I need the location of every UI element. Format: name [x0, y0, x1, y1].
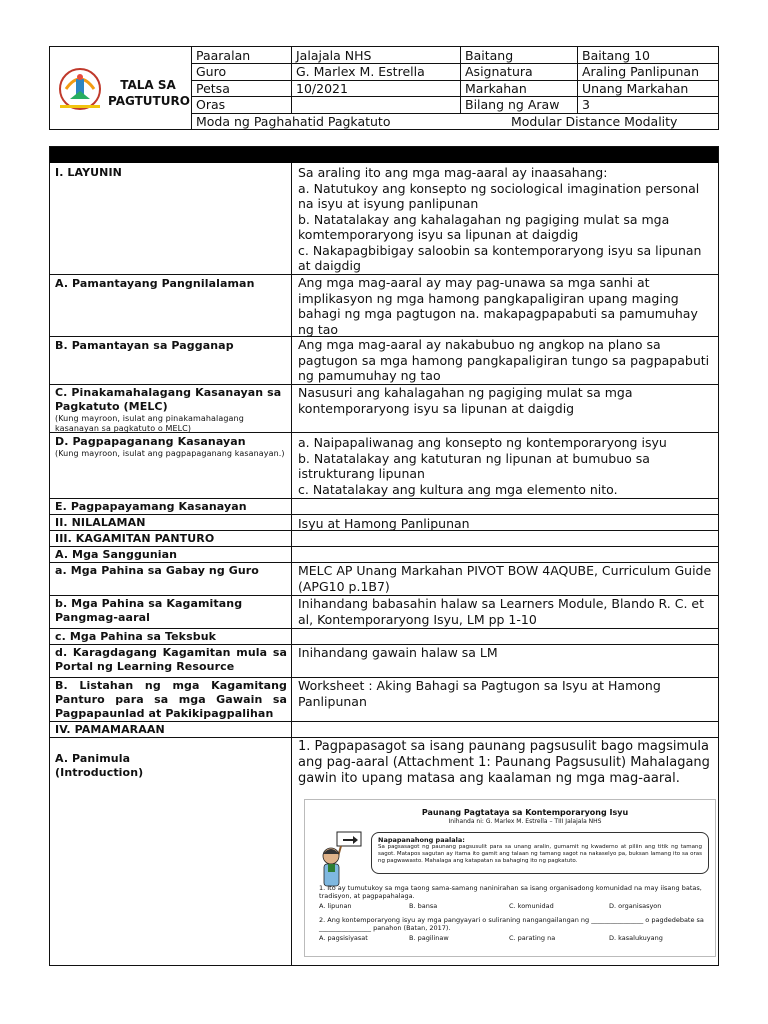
- melc-value: Nasusuri ang kahalagahan ng pagiging mulat sa mga kontemporaryong isyu sa lipunan at daigdig: [298, 385, 633, 416]
- pagpapaganang-title: D. Pagpapaganang Kasanayan: [55, 435, 246, 448]
- worksheet-question-2: 2. Ang kontemporaryong isyu ay mga pangyayari o suliraning nangangailangan ng ________________ o pagdedebate sa ________________ panahon (Batan, 2017).: [319, 916, 704, 932]
- worksheet-subtitle: Inihanda ni: G. Marlex M. Estrella – TIII Jalajala NHS: [448, 818, 602, 825]
- pamamaraan-label: IV. PAMAMARAAN: [55, 723, 165, 736]
- listahan-value: Worksheet : Aking Bahagi sa Pagtugon sa Isyu at Hamong Panlipunan: [298, 678, 661, 709]
- panimula-value: 1. Pagpapasagot sa isang paunang pagsusulit bago magsimula ang pag-aaral (Attachment 1: Paunang Pagsusulit) Mahalagang gawin ito upang matasa ang kaalaman ng mga mag-aaral.: [298, 739, 710, 786]
- guro-value: G. Marlex M. Estrella: [296, 64, 425, 79]
- petsa-label: Petsa: [196, 81, 230, 96]
- pagpapaganang-line: c. Natatalakay ang kultura ang mga elemento nito.: [298, 481, 618, 497]
- choice: B. bansa: [409, 902, 438, 910]
- moda-label: Moda ng Paghahatid Pagkatuto: [196, 114, 391, 129]
- pagpapayamang-label: E. Pagpapayamang Kasanayan: [55, 500, 247, 513]
- choice: A. pagsisiyasat: [319, 934, 368, 942]
- melc-label: [55, 386, 287, 434]
- school-logo: [56, 65, 104, 113]
- lesson-plan-table: [49, 146, 719, 966]
- baitang-label: Baitang: [465, 48, 514, 63]
- teacher-cartoon-icon: [315, 830, 365, 890]
- kagamitang-value: Inihandang babasahin halaw sa Learners Module, Blando R. C. et al, Kontemporaryong Isyu, LM pp 1-10: [298, 596, 705, 627]
- nilalaman-label: II. NILALAMAN: [55, 516, 146, 529]
- asignatura-label: Asignatura: [465, 64, 533, 79]
- petsa-value: 10/2021: [296, 81, 348, 96]
- teksbuk-label: c. Mga Pahina sa Teksbuk: [55, 630, 217, 643]
- worksheet-note-text: Sa pagsasagot ng paunang pagsusulit para sa unang aralin, gumamit ng kwaderno at piliin ang titik ng tamang sagot. Matapos sagutan ay itama ito gamit ang talaan ng tamang sagot na nakaselyo pa, buksan lamang ito sa oras ng pagwawasto. Mahalaga ang katapatan sa bahaging ito ng pagkatuto.: [378, 844, 702, 864]
- pagganap-value: Ang mga mag-aaral ay nakabubuo ng angkop na plano sa pagtugon sa mga hamong pangkapaligiran tungo sa pagpapabuti ng pamumuhay ng tao: [298, 337, 710, 383]
- choice: D. organisasyon: [609, 902, 662, 910]
- gabay-label: a. Mga Pahina sa Gabay ng Guro: [55, 564, 259, 577]
- choice: D. kasalukuyang: [609, 934, 663, 942]
- pagpapaganang-line: b. Natatalakay ang katuturan ng lipunan at bumubuo sa istrukturang lipunan: [298, 450, 650, 481]
- pagpapaganang-value: [298, 435, 716, 497]
- bilang-ng-araw-value: 3: [582, 97, 590, 112]
- bilang-ng-araw-label: Bilang ng Araw: [465, 97, 560, 112]
- layunin-line: Sa araling ito ang mga mag-aaral ay inaasahang:: [298, 165, 608, 180]
- layunin-value: [298, 165, 716, 274]
- pangnilalaman-value: Ang mga mag-aaral ay may pag-unawa sa mga sanhi at implikasyon ng mga hamong pangkapaligiran upang maging bahagi ng mga pagtugon na. makapagpapabuti sa pamumuhay ng tao: [298, 275, 698, 337]
- layunin-line: a. Natutukoy ang konsepto ng sociological imagination personal na isyu at isyung panlipunan: [298, 180, 700, 211]
- guro-label: Guro: [196, 64, 227, 79]
- paaralan-value: Jalajala NHS: [296, 48, 372, 63]
- oras-label: Oras: [196, 97, 226, 112]
- choice: C. komunidad: [509, 902, 554, 910]
- logo-cell: [50, 47, 192, 129]
- choice: C. parating na: [509, 934, 556, 942]
- nilalaman-value: Isyu at Hamong Panlipunan: [298, 516, 470, 531]
- worksheet-question-1: 1. Ito ay tumutukoy sa mga taong sama-samang naninirahan sa isang organisadong komunidad na may iisang batas, tradisyon, at pagpapahalaga.: [319, 884, 702, 900]
- melc-note: (Kung mayroon, isulat ang pinakamahalagang kasanayan sa pagkatuto o MELC): [55, 414, 244, 433]
- panimula-label: [55, 752, 287, 780]
- layunin-line: c. Nakapagbibigay saloobin sa kontemporaryong isyu sa lipunan at daigdig: [298, 242, 702, 273]
- gabay-value: MELC AP Unang Markahan PIVOT BOW 4AQUBE, Curriculum Guide (APG10 p.1B7): [298, 563, 712, 594]
- layunin-line: b. Natatalakay ang kahalagahan ng pagiging mulat sa mga komtemporaryong isyu sa lipunan at daigdig: [298, 211, 670, 242]
- asignatura-value: Araling Panlipunan: [582, 64, 699, 79]
- moda-value: Modular Distance Modality: [511, 114, 678, 129]
- kagamitang-label: b. Mga Pahina sa Kagamitang Pangmag-aaral: [55, 597, 243, 624]
- worksheet-note-title: Napapanahong paalala:: [378, 836, 465, 844]
- layunin-label: I. LAYUNIN: [55, 166, 122, 179]
- tala-sa-pagtuturo-title: TALA SA PAGTUTURO: [108, 78, 190, 108]
- sanggunian-label: A. Mga Sanggunian: [55, 548, 178, 561]
- baitang-value: Baitang 10: [582, 48, 651, 63]
- portal-value: Inihandang gawain halaw sa LM: [298, 645, 498, 660]
- kagamitan-label: III. KAGAMITAN PANTURO: [55, 532, 215, 545]
- paaralan-label: Paaralan: [196, 48, 251, 63]
- listahan-label: B. Listahan ng mga Kagamitang Panturo para sa mga Gawain sa Pagpapaunlad at Pakikipagpalihan: [55, 679, 287, 720]
- melc-title: C. Pinakamahalagang Kasanayan sa Pagkatuto (MELC): [55, 386, 282, 413]
- pagpapaganang-label: [55, 435, 287, 459]
- panimula-sub: (Introduction): [55, 766, 144, 779]
- worksheet-preview: [304, 799, 716, 957]
- table-header-bar: [50, 147, 718, 163]
- markahan-value: Unang Markahan: [582, 81, 689, 96]
- header-table: [49, 46, 719, 130]
- panimula-title: A. Panimula: [55, 752, 131, 765]
- choice: A. lipunan: [319, 902, 352, 910]
- markahan-label: Markahan: [465, 81, 527, 96]
- portal-label: d. Karagdagang Kagamitan mula sa Portal ng Learning Resource: [55, 646, 287, 673]
- pagganap-label: B. Pamantayan sa Pagganap: [55, 339, 234, 352]
- worksheet-note-box: [371, 832, 709, 874]
- worksheet-title: Paunang Pagtataya sa Kontemporaryong Isyu: [421, 808, 629, 817]
- choice: B. pagilinaw: [409, 934, 449, 942]
- pagpapaganang-line: a. Naipapaliwanag ang konsepto ng kontemporaryong isyu: [298, 435, 667, 450]
- pangnilalaman-label: A. Pamantayang Pangnilalaman: [55, 277, 255, 290]
- pagpapaganang-note: (Kung mayroon, isulat ang pagpapaganang kasanayan.): [55, 449, 285, 458]
